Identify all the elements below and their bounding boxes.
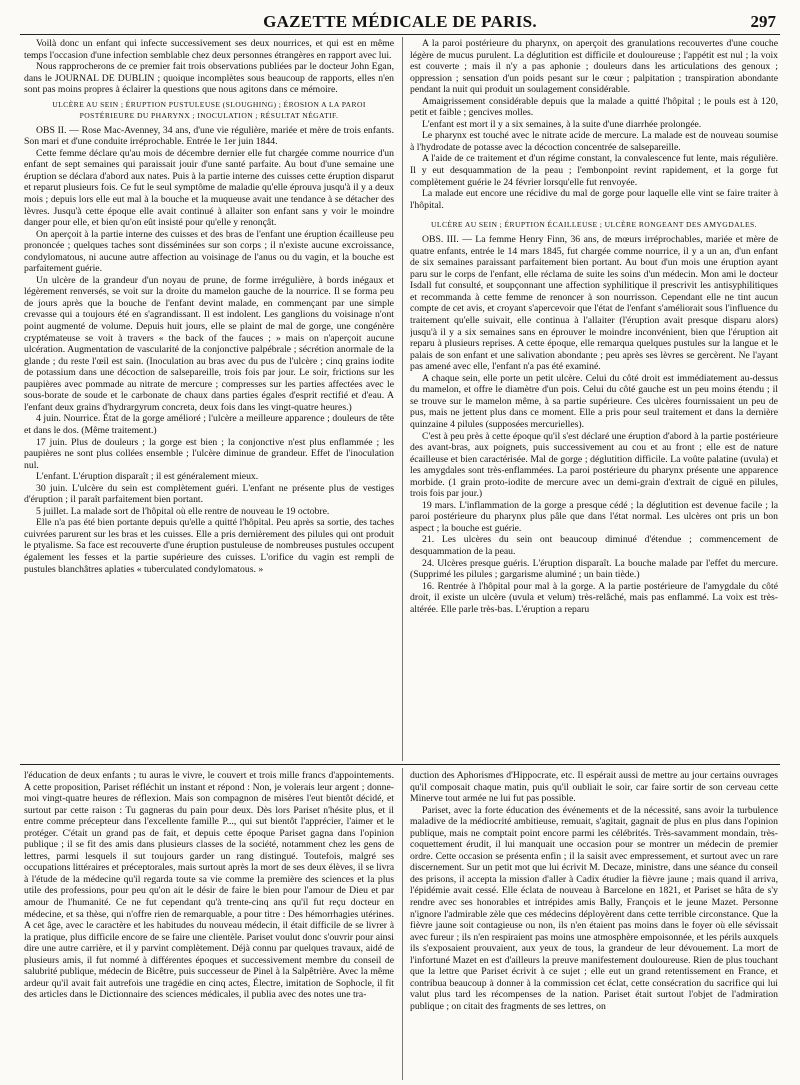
paragraph: L'enfant. L'éruption disparaît ; il est généralement mieux. — [36, 471, 259, 483]
article-column-left — [24, 38, 394, 760]
feuilleton-column-left — [24, 770, 394, 1080]
feuilleton-rule — [20, 764, 780, 765]
paragraph: Elle n'a pas été bien portante depuis qu'elle a quitté l'hôpital. Peu après sa sortie, des taches cuivrées parurent sur les bras et les cuisses. Elle a pris dernièrement des pilules qui ont produit le ptyalisme. Sa face est recouverte d'une éruption pustuleuse de nombreuses pustules occupent également les fesses et la partie supérieure des cuisses. L'orifice du vagin est rempli de pustules blanchâtres aplaties « tuberculated condylomatous. » — [24, 517, 394, 575]
paragraph: Le pharynx est touché avec le nitrate acide de mercure. La malade est de nouveau soumise à l'hydrodate de potasse avec la décoction concentrée de salsepareille. — [410, 130, 778, 153]
paragraph: 30 juin. L'ulcère du sein est complètement guéri. L'enfant ne présente plus de vestiges d'éruption ; il paraît parfaitement bien portant. — [24, 482, 394, 506]
observation-heading: ULCÈRE AU SEIN ; ÉRUPTION ÉCAILLEUSE ; ULCÈRE RONGEANT DES AMYGDALES. — [431, 220, 757, 230]
paragraph: L'enfant est mort il y a six semaines, à la suite d'une diarrhée prolongée. — [422, 118, 702, 130]
journal-title: GAZETTE MÉDICALE DE PARIS. — [263, 12, 537, 31]
page-number: 297 — [750, 12, 776, 31]
paragraph: Pariset, avec la forte éducation des événements et de la nécessité, sans avoir la turbulence maladive de la médiocrité ambitieuse, remuait, s'agitait, gagnait de plus en plus dans l'opinion publique, mais ne comptait point encore parmi les célébrités. Très-savamment mondain, très-coquettement érudit, il lui manquait une occasion pour se montrer un médecin de premier ordre. Cette occasion se présenta enfin ; il la saisit avec empressement, et surtout avec un rare discernement. Sur un petit mot que lui écrivit M. Decaze, ministre, dans une séance du conseil des prisons, il accepta la mission d'aller à Cadix étudier la fièvre jaune ; mais quand il arriva, l'épidémie avait cessé. Elle éclata de nouveau à Barcelone en 1821, et Pariset se hâta de s'y rendre avec ses honorables et intrépides amis Bally, François et le jeune Mazet. Personne n'ignore l'admirable zèle que ces médecins déployèrent dans cette terrible circonstance. Que la fièvre jaune soit contagieuse ou non, ils n'en étaient pas moins dans le foyer où elle sévissait avec fureur ; ils n'en respiraient pas moins une atmosphère empoisonnée, et les périls auxquels ils s'exposaient prouvaient, aux yeux de tous, la grandeur de leur dévouement. La mort de l'infortuné Mazet en est d'ailleurs la preuve manifestement douloureuse. Rien de plus touchant que la lettre que Pariset écrivit à ce sujet ; elle eut un grand retentissement en France, et contribua beaucoup à donner à la commission cet éclat, cette consécration du sacrifice qui lui valut plus tard les récompenses de la nation. Pariset était surtout l'objet de l'admiration publique ; on citait des fragments de ses lettres, on — [410, 804, 778, 1012]
paragraph: Un ulcère de la grandeur d'un noyau de prune, de forme irrégulière, à bords inégaux et légèrement renversés, se voit sur la droite du mamelon gauche de la nourrice. Il se forma peu de jours après que la bouche de l'enfant devint malade, en commençant par une simple crevasse qui a toujours été en s'agrandissant. Il est indolent. Les ganglions du voisinage n'ont point augmenté de volume. Depuis huit jours, elle se plaint de mal de gorge, une congénère cryptémateuse se voit à travers « the back of the fauces ; » mais on n'aperçoit aucune ulcération. Augmentation de vascularité de la conjonctive palpébrale ; sécrétion anormale de la glande ; du reste l'œil est sain. (Inoculation au bras avec du pus de l'ulcère ; cinq grains iodite de potassium dans une décoction de salsepareille, trois fois par jour. Le soir, frictions sur les paupières avec pommade au nitrate de mercure ; compresses sur les parties affectées avec le sous-borate de soude et le carbonate de chaux dans parties égales d'esprit rectifié et d'eau. A l'enfant deux grains d'hydrargyrum concreta, deux fois dans les vingt-quatre heures.) — [24, 274, 394, 413]
paragraph: OBS II. — Rose Mac-Avenney, 34 ans, d'une vie régulière, mariée et mère de trois enfants. Son mari et d'une conduite irréprochable. Entrée le 1er juin 1844. — [24, 124, 394, 148]
paragraph: Amaigrissement considérable depuis que la malade a quitté l'hôpital ; le pouls est à 120, petit et faible ; gencives molles. — [410, 95, 778, 119]
paragraph: A la paroi postérieure du pharynx, on aperçoit des granulations recouvertes d'une couche légère de mucus purulent. La déglutition est difficile et douloureuse ; l'appétit est nul ; la voix est couverte ; mais il n'y a pas aphonie ; douleurs dans les articulations des genoux ; oppression ; sensation d'un poids pesant sur le cœur ; palpitation ; transpiration abondante pendant la nuit qui produit un soulagement considérable. — [410, 38, 778, 96]
paragraph: A l'aide de ce traitement et d'un régime constant, la convalescence fut lente, mais régulière. Il y eut desquammation de la peau ; l'embonpoint revint rapidement, et la gorge fut complètement guérie le 24 février lorsqu'elle fut renvoyée. — [410, 153, 778, 188]
paragraph: duction des Aphorismes d'Hippocrate, etc. Il espérait aussi de mettre au jour certains ouvrages qu'il composait chaque matin, puis qu'il oubliait le soir, car faire sortir de son cerveau cette Minerve tout armée ne lui fut pas possible. — [410, 770, 778, 805]
paragraph: l'éducation de deux enfants ; tu auras le vivre, le couvert et trois mille francs d'appointements. A cette proposition, Pariset réfléchit un instant et répond : Non, je volerais leur argent ; donne-moi vingt-quatre heures de réflexion. Mais son compagnon de misères l'eut bientôt décidé, et surtout par cette raison : Tu gagneras du pain pour deux. Dès lors Pariset n'hésite plus, et il entre comme précepteur dans l'excellente famille P..., qui sut bientôt l'apprécier, l'aimer et le protéger. C'était un grand pas de fait, et depuis cette époque Pariset gagna dans l'opinion publique ; il se fit des amis dans plusieurs classes de la société, notamment chez les gens de lettres, parmi lesquels il sut toujours garder un rang distingué. Toutefois, malgré ses occupations littéraires et préceptorales, mais surtout après la mort de ses deux élèves, il se livra à l'étude de la médecine qu'il regarda toute sa vie comme la première des sciences et la plus utile des professions, pour peu qu'on ait le désir de faire le bien pour l'amour de Dieu et par amour de l'humanité. Ce ne fut cependant qu'à trente-cinq ans qu'il fut reçu docteur en médecine, et sa thèse, qui n'offre rien de remarquable, a pour titre : Des hémorrhagies utérines. A cet âge, avec le caractère et les habitudes du nouveau médecin, il était difficile de se livrer à la pratique, plus difficile encore de se faire une clientèle. Pariset voulut donc s'ouvrir pour ainsi dire une autre carrière, et il y parvint complètement. Déjà connu par quelques travaux, aidé de plusieurs amis, il fut nommé à différentes époques et successivement membre du conseil de salubrité publique, médecin de Bicêtre, puis successeur de Pinel à la Salpêtrière. Avec la même ardeur qu'il avait fait autrefois une tragédie en cinq actes, Électre, imitation de Sophocle, il fit des articles dans le Dictionnaire des sciences médicales, il publia avec des notes une tra- — [24, 770, 394, 1001]
page-header — [20, 10, 780, 35]
paragraph: 24. Ulcères presque guéris. L'éruption disparaît. La bouche malade par l'effet du mercure. (Supprimé les pilules ; gargarisme aluminé ; un bain tiède.) — [410, 557, 778, 581]
feuilleton-column-right — [410, 770, 778, 1080]
paragraph: Cette femme déclare qu'au mois de décembre dernier elle fut chargée comme nourrice d'un enfant de sept semaines qui paraissait jouir d'une santé parfaite. Au bout d'une semaine une éruption se déclara d'abord aux nates. Puis à la partie interne des cuisses cette éruption disparut et reparut plusieurs fois. Ce fut le seul symptôme de maladie qu'elle éprouva jusqu'à il y a deux mois ; depuis lors elle eut mal à la bouche et la muqueuse avait une tendance à se détacher des lèvres. Jusqu'à cette époque elle avait continué à allaiter son enfant sans y voir le moindre danger pour elle, et bien qu'on eût insisté pour qu'elle y renonçât. — [24, 147, 394, 229]
paragraph: 5 juillet. La malade sort de l'hôpital où elle rentre de nouveau le 19 octobre. — [36, 505, 330, 517]
paragraph: Nous rapprocherons de ce premier fait trois observations publiées par le docteur John Egan, dans le JOURNAL DE DUBLIN ; quoique incomplètes sous beaucoup de rapports, elles n'en sont pas moins propres à éclairer la questions que nous agitons dans ce mémoire. — [24, 61, 394, 96]
paragraph: 21. Les ulcères du sein ont beaucoup diminué d'étendue ; commencement de desquammation de la peau. — [410, 534, 778, 557]
paragraph: 4 juin. Nourrice. État de la gorge amélioré ; l'ulcère a meilleure apparence ; douleurs de tête et dans le dos. (Même traitement.) — [24, 413, 394, 436]
paragraph: On aperçoit à la partie interne des cuisses et des bras de l'enfant une éruption écailleuse peu prononcée ; quelques taches sont disséminées sur son corps ; il n'existe aucune excroissance, condylomatous, ni aucune autre affection au voisinage de l'anus ou du vagin, et la bouche est parfaitement guérie. — [24, 228, 394, 275]
column-divider-upper — [402, 37, 403, 761]
paragraph: OBS. III. — La femme Henry Finn, 36 ans, de mœurs irréprochables, mariée et mère de quatre enfants, entrée le 14 mars 1845, fut chargée comme nourrice, il y a un an, d'un enfant de six semaines paraissant parfaitement bien portant. Au bout d'un mois une éruption ayant paru sur le corps de l'enfant, elle réclama de suite les soins d'un médecin. Mon ami le docteur Isdall fut consulté, et soupçonnant une affection syphilitique il prescrivit les antisyphilitiques et recommanda à cette femme de renoncer à son nourrisson. Cependant elle ne tint aucun compte de cet avis, et croyant s'apercevoir que l'état de l'enfant s'améliorait sous l'influence du traitement qu'elle suivait, elle continua à l'allaiter (l'éruption avait presque disparu alors) jusqu'à il y a six semaines sans en éprouver le moindre inconvénient, bien que l'éruption ait reparu à plusieurs reprises. A cette époque, elle remarqua quelques pustules sur la langue et le palais de son enfant et une salivation abondante ; peu après ses lèvres se gercèrent. Ne l'ayant pas amené avec elle, l'enfant n'a pas été examiné. — [410, 234, 778, 373]
paragraph: C'est à peu près à cette époque qu'il s'est déclaré une éruption d'abord à la partie postérieure des avant-bras, aux poignets, puis successivement au cou et au front ; elle est de nature écailleuse et bien caractérisée. Mal de gorge ; déglutition difficile. La voûte palatine (uvula) et les amygdales sont très-enflammées. La paroi postérieure du pharynx présente une apparence morbide. (1 grain proto-iodite de mercure avec un demi-grain d'extrait de ciguë en pilules, trois fois par jour.) — [410, 430, 778, 500]
paragraph: A chaque sein, elle porte un petit ulcère. Celui du côté droit est immédiatement au-dessus du mamelon, et offre le diamètre d'un pois. Celui du côté gauche est un peu moins étendu ; il se trouve sur le mamelon même, à sa partie supérieure. Ces ulcères fournissaient un peu de pus, mais ne jettent plus dans ce moment. Elle a pris pour seul traitement et dans la dernière quinzaine 4 pilules (supposées mercurielles). — [410, 372, 778, 430]
paragraph: 16. Rentrée à l'hôpital pour mal à la gorge. A la partie postérieure de l'amygdale du côté droit, il existe un ulcère (uvula et velum) très-relâché, mais pas enflammé. La voix est très-altérée. Elle parle très-bas. L'éruption a reparu — [410, 580, 778, 615]
paragraph: 17 juin. Plus de douleurs ; la gorge est bien ; la conjonctive n'est plus enflammée ; les paupières ne sont plus collées ensemble ; l'ulcère diminue de grandeur. Effet de l'inoculation nul. — [24, 436, 394, 471]
paragraph: 19 mars. L'inflammation de la gorge a presque cédé ; la déglutition est devenue facile ; la paroi postérieure du pharynx plus pâle que dans l'état normal. Les ulcères ont pris un bon aspect ; la bouche est guérie. — [410, 499, 778, 534]
article-column-right — [410, 38, 778, 760]
column-divider-lower — [402, 768, 403, 1080]
observation-heading: ULCÈRE AU SEIN ; ÉRUPTION PUSTULEUSE (SLOUGHING) ; ÉROSION A LA PAROI POSTÉRIEURE DU PHARYNX ; INOCULATION ; RÉSULTAT NÉGATIF. — [52, 99, 366, 120]
paragraph: La malade eut encore une récidive du mal de gorge pour laquelle elle vint se faire traiter à l'hôpital. — [410, 188, 778, 211]
paragraph: Voilà donc un enfant qui infecte successivement ses deux nourrices, et qui est en même temps l'occasion d'une infection semblable chez deux personnes étrangères en rapport avec lui. — [24, 38, 394, 61]
